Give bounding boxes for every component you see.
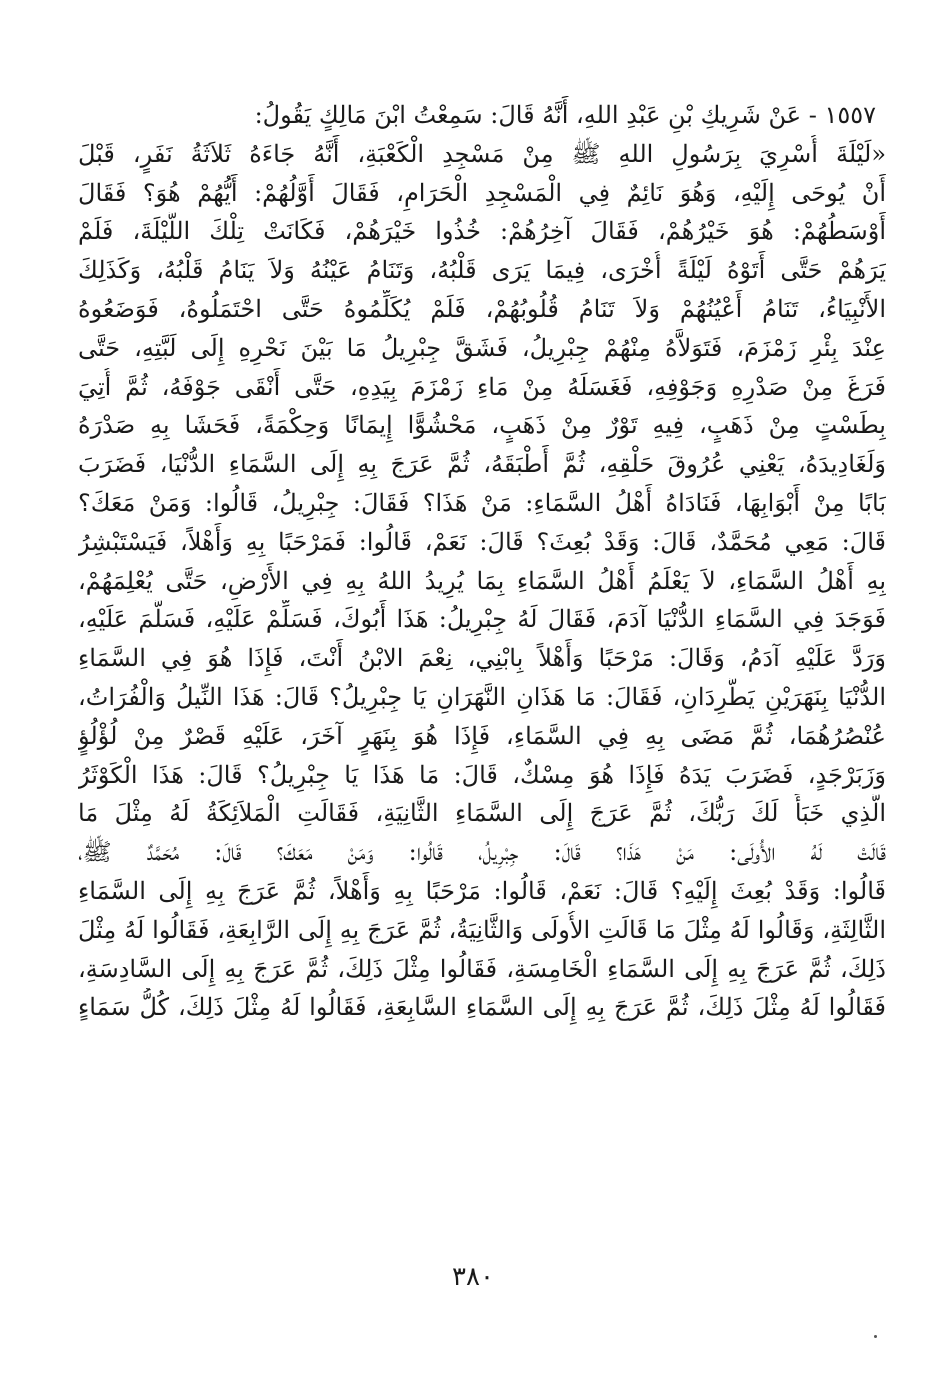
text-line: بِهِ أَهْلُ السَّمَاءِ، لاَ يَعْلَمُ أَهْلُ السَّمَاءِ بِمَا يُرِيدُ اللهُ بِهِ فِي الأَرْضِ، حَتَّى يُعْلِمَهُمْ، xyxy=(78,566,886,595)
text-line: قَالُوا: وَقَدْ بُعِثَ إِلَيْهِ؟ قَالَ: نَعَمْ، قَالُوا: مَرْحَبًا بِهِ وَأَهْلاً، ثُمَّ عَرَجَ بِهِ إِلَى السَّمَاءِ xyxy=(78,876,886,905)
text-line: فَوَجَدَ فِي السَّمَاءِ الدُّنْيَا آدَمَ، فَقَالَ لَهُ جِبْرِيلُ: هَذَا أَبُوكَ، فَسَلِّمْ عَلَيْهِ، فَسَلَّمَ عَلَيْهِ، xyxy=(78,605,886,634)
text-line: الأَنْبِيَاءُ، تَنَامُ أَعْيُنُهُمْ وَلاَ تَنَامُ قُلُوبُهُمْ، فَلَمْ يُكَلِّمُوهُ حَتَّى احْتَمَلُوهُ، فَوَضَعُوهُ xyxy=(78,294,886,323)
text-line: الثَّالِثَةِ، وَقَالُوا لَهُ مِثْلَ مَا قَالَتِ الأُولَى وَالثَّانِيَةُ، ثُمَّ عَرَجَ بِهِ إِلَى الرَّابِعَةِ، فَقَالُوا لَهُ مِثْلَ xyxy=(78,915,886,944)
text-line: الَّذِي خَبَأَ لَكَ رَبُّكَ، ثُمَّ عَرَجَ إِلَى السَّمَاءِ الثَّانِيَةِ، فَقَالَتِ الْمَلاَئِكَةُ لَهُ مِثْلَ مَا xyxy=(78,799,886,828)
page-number: ٣٨٠ xyxy=(452,1262,494,1292)
hadith-heading-line: ١٥٥٧ - عَنْ شَرِيكِ بْنِ عَبْدِ اللهِ، أَنَّهُ قَالَ: سَمِعْتُ ابْنَ مَالِكٍ يَقُولُ: xyxy=(254,101,876,129)
text-line: بِطَسْتٍ مِنْ ذَهَبٍ، فِيهِ تَوْرٌ مِنْ ذَهَبٍ، مَحْشُوًّا إِيمَانًا وَحِكْمَةً، فَحَشَا بِهِ صَدْرَهُ xyxy=(78,411,886,440)
scan-speck xyxy=(874,1335,877,1338)
text-line: بَابًا مِنْ أَبْوَابِهَا، فَنَادَاهُ أَهْلُ السَّمَاءِ: مَنْ هَذَا؟ فَقَالَ: جِبْرِيلُ، قَالُوا: وَمَنْ مَعَكَ؟ xyxy=(78,488,886,517)
text-line: قَالَ: مَعِي مُحَمَّدٌ، قَالَ: وَقَدْ بُعِثَ؟ قَالَ: نَعَمْ، قَالُوا: فَمَرْحَبًا بِهِ وَأَهْلاً، فَيَسْتَبْشِرُ xyxy=(78,527,886,556)
hadith-text-block xyxy=(78,96,886,1027)
text-line: يَرَهُمْ حَتَّى أَتَوْهُ لَيْلَةً أُخْرَى، فِيمَا يَرَى قَلْبُهُ، وَتَنَامُ عَيْنُهُ وَلاَ يَنَامُ قَلْبُهُ، وَكَذَلِكَ xyxy=(78,256,886,285)
text-line: أَنْ يُوحَى إِلَيْهِ، وَهُوَ نَائِمٌ فِي الْمَسْجِدِ الْحَرَامِ، فَقَالَ أَوَّلُهُمْ: أَيُّهُمْ هُوَ؟ فَقَالَ xyxy=(78,178,886,207)
text-line: وَلَغَادِيدَهُ، يَعْنِي عُرُوقَ حَلْقِهِ، ثُمَّ أَطْبَقَهُ، ثُمَّ عَرَجَ بِهِ إِلَى السَّمَاءِ الدُّنْيَا، فَضَرَبَ xyxy=(78,450,886,479)
text-line: فَرَغَ مِنْ صَدْرِهِ وَجَوْفِهِ، فَغَسَلَهُ مِنْ مَاءِ زَمْزَمَ بِيَدِهِ، حَتَّى أَنْقَى جَوْفَهُ، ثُمَّ أُتِيَ xyxy=(78,372,886,401)
text-line: الدُّنْيَا بِنَهَرَيْنِ يَطَّرِدَانِ، فَقَالَ: مَا هَذَانِ النَّهَرَانِ يَا جِبْرِيلُ؟ قَالَ: هَذَا النِّيلُ وَالْفُرَاتُ، xyxy=(78,682,886,711)
text-line: وَزَبَرْجَدٍ، فَضَرَبَ يَدَهُ فَإِذَا هُوَ مِسْكٌ، قَالَ: مَا هَذَا يَا جِبْرِيلُ؟ قَالَ: هَذَا الْكَوْثَرُ xyxy=(78,760,886,789)
text-line: قَالَتْ لَهُ الأُولَى: مَنْ هَذَا؟ قَالَ: جِبْرِيلُ، قَالُوا: وَمَنْ مَعَكَ؟ قَالَ: مُحَمَّدٌ ﷺ، xyxy=(78,838,886,867)
text-line: عُنْصُرُهُمَا، ثُمَّ مَضَى بِهِ فِي السَّمَاءِ، فَإِذَا هُوَ بِنَهَرٍ آخَرَ، عَلَيْهِ قَصْرٌ مِنْ لُؤْلُؤٍ xyxy=(78,721,886,750)
text-line: أَوْسَطُهُمْ: هُوَ خَيْرُهُمْ، فَقَالَ آخِرُهُمْ: خُذُوا خَيْرَهُمْ، فَكَانَتْ تِلْكَ اللَّيْلَةَ، فَلَمْ xyxy=(78,217,886,246)
text-line: «لَيْلَةَ أُسْرِيَ بِرَسُولِ اللهِ ﷺ مِنْ مَسْجِدِ الْكَعْبَةِ، أَنَّهُ جَاءَهُ ثَلاَثَةُ نَفَرٍ، قَبْلَ xyxy=(78,139,886,168)
text-line: وَرَدَّ عَلَيْهِ آدَمُ، وَقَالَ: مَرْحَبًا وَأَهْلاً بِابْنِي، نِعْمَ الابْنُ أَنْتَ، فَإِذَا هُوَ فِي السَّمَاءِ xyxy=(78,644,886,673)
text-line: فَقَالُوا لَهُ مِثْلَ ذَلِكَ، ثُمَّ عَرَجَ بِهِ إِلَى السَّمَاءِ السَّابِعَةِ، فَقَالُوا لَهُ مِثْلَ ذَلِكَ، كُلُّ سَمَاءٍ xyxy=(78,993,886,1022)
text-line: عِنْدَ بِئْرِ زَمْزَمَ، فَتَوَلاَّهُ مِنْهُمْ جِبْرِيلُ، فَشَقَّ جِبْرِيلُ مَا بَيْنَ نَحْرِهِ إِلَى لَبَّتِهِ، حَتَّى xyxy=(78,333,886,362)
text-line: ذَلِكَ، ثُمَّ عَرَجَ بِهِ إِلَى السَّمَاءِ الْخَامِسَةِ، فَقَالُوا مِثْلَ ذَلِكَ، ثُمَّ عَرَجَ بِهِ إِلَى السَّادِسَةِ، xyxy=(78,954,886,983)
